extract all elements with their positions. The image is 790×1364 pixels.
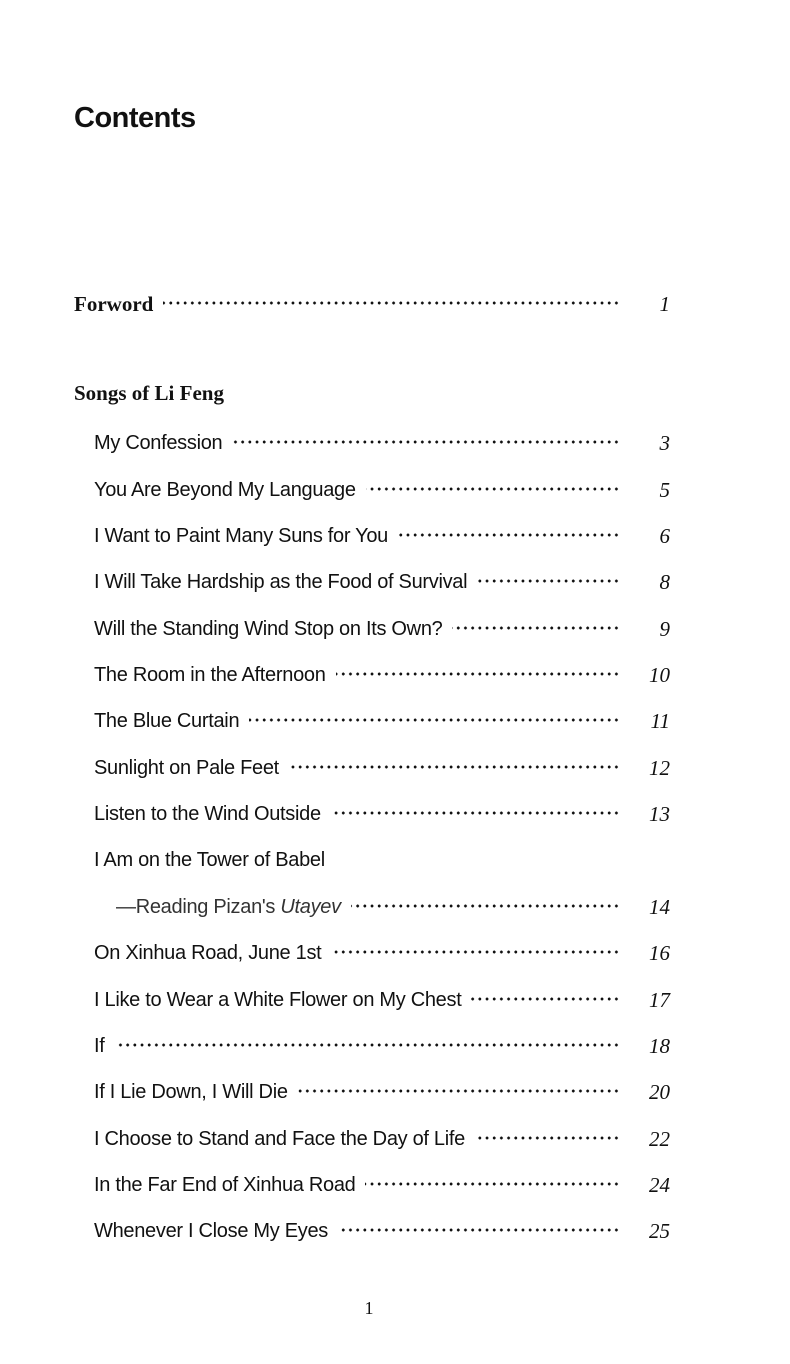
toc-page-number: 16 — [649, 941, 670, 965]
dot-leader — [475, 1136, 620, 1140]
toc-entry — [0, 520, 790, 552]
toc-entry — [0, 1215, 790, 1247]
dot-leader — [249, 718, 620, 722]
toc-entry — [0, 984, 790, 1016]
toc-entry — [0, 1123, 790, 1155]
toc-page-number: 6 — [659, 524, 670, 548]
dot-leader — [366, 487, 620, 491]
toc-entry — [0, 705, 790, 737]
toc-entry — [0, 752, 790, 784]
toc-entry — [0, 659, 790, 691]
dot-leader — [351, 904, 620, 908]
subtitle-italic: Utayev — [280, 896, 341, 918]
toc-entry-label: If — [94, 1035, 105, 1057]
toc-entry-label: I Am on the Tower of Babel — [94, 849, 325, 871]
toc-entry — [0, 1169, 790, 1201]
toc-entry-label: You Are Beyond My Language — [94, 479, 356, 501]
toc-page-number: 13 — [649, 802, 670, 826]
dot-leader — [298, 1089, 620, 1093]
page-title: Contents — [74, 102, 196, 134]
toc-entry — [0, 1030, 790, 1062]
toc-entry-label: Sunlight on Pale Feet — [94, 757, 279, 779]
page-number: 1 — [364, 1298, 374, 1318]
dot-leader — [338, 1228, 620, 1232]
toc-entry-label: I Will Take Hardship as the Food of Survival — [94, 571, 468, 593]
toc-page-number: 3 — [659, 431, 670, 455]
toc-entry-label — [116, 891, 341, 923]
toc-entry-forword — [0, 288, 790, 320]
toc-page-number: 24 — [649, 1173, 670, 1197]
toc-entry — [0, 937, 790, 969]
dot-leader — [365, 1182, 620, 1186]
toc-entry-label: I Want to Paint Many Suns for You — [94, 525, 388, 547]
dot-leader — [115, 1043, 620, 1047]
toc-entry-label: If I Lie Down, I Will Die — [94, 1081, 288, 1103]
dot-leader — [331, 811, 620, 815]
dot-leader — [163, 301, 620, 305]
toc-page-number: 12 — [649, 756, 670, 780]
dot-leader — [336, 672, 620, 676]
toc-page-number: 8 — [659, 570, 670, 594]
toc-entry-label: The Room in the Afternoon — [94, 664, 326, 686]
toc-page-number: 11 — [650, 709, 670, 733]
section-heading: Songs of Li Feng — [74, 381, 224, 405]
toc-entry-label: Whenever I Close My Eyes — [94, 1220, 328, 1242]
dot-leader — [398, 533, 620, 537]
dot-leader — [471, 997, 620, 1001]
toc-entry-subtitle — [0, 891, 790, 923]
toc-entry — [0, 613, 790, 645]
toc-page-number: 10 — [649, 663, 670, 687]
toc-entry-label: In the Far End of Xinhua Road — [94, 1174, 356, 1196]
toc-page-number: 18 — [649, 1034, 670, 1058]
toc-entry-label: The Blue Curtain — [94, 710, 240, 732]
toc-page-number: 9 — [659, 617, 670, 641]
toc-entry-label: Will the Standing Wind Stop on Its Own? — [94, 618, 443, 640]
toc-page-number: 17 — [649, 988, 670, 1012]
dot-leader — [452, 626, 620, 630]
dot-leader — [289, 765, 620, 769]
toc-entry — [0, 566, 790, 598]
toc-entry-label: Listen to the Wind Outside — [94, 803, 321, 825]
toc-entry-label: On Xinhua Road, June 1st — [94, 942, 322, 964]
toc-page-number: 1 — [659, 292, 670, 316]
dot-leader — [331, 950, 620, 954]
toc-page-number: 14 — [649, 895, 670, 919]
dot-leader — [477, 579, 620, 583]
toc-entry — [0, 798, 790, 830]
toc-page-number: 22 — [649, 1127, 670, 1151]
toc-entry — [0, 474, 790, 506]
toc-entry-label: My Confession — [94, 432, 223, 454]
toc-entry — [0, 844, 790, 876]
toc-entry — [0, 427, 790, 459]
subtitle-prefix: —Reading Pizan's — [116, 896, 281, 918]
toc-page-number: 25 — [649, 1219, 670, 1243]
toc-page-number: 20 — [649, 1080, 670, 1104]
dot-leader — [232, 440, 620, 444]
toc-entry-label: I Choose to Stand and Face the Day of Life — [94, 1128, 465, 1150]
toc-entry-label: I Like to Wear a White Flower on My Chest — [94, 989, 462, 1011]
toc-entry — [0, 1076, 790, 1108]
toc-page-number: 5 — [659, 478, 670, 502]
toc-entry-label: Forword — [74, 292, 154, 316]
